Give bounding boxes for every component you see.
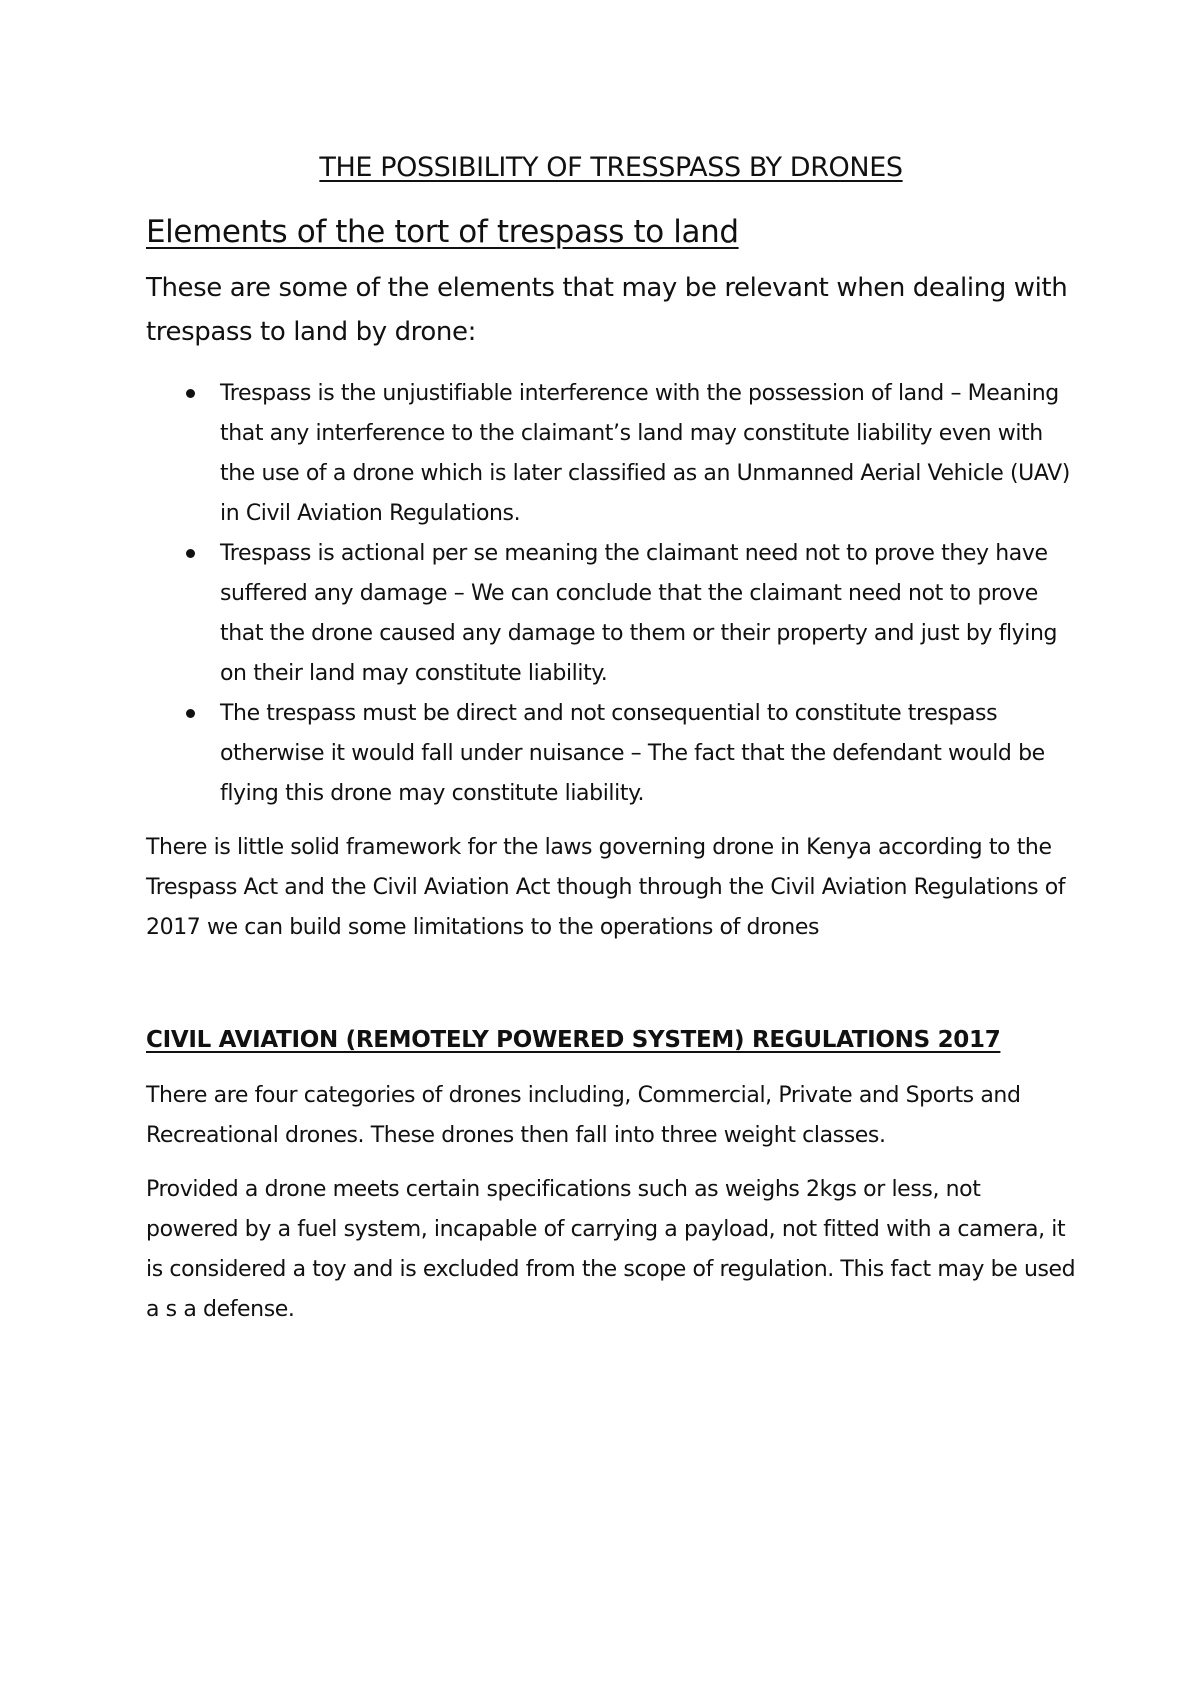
section-heading-elements: Elements of the tort of trespass to land (146, 214, 739, 250)
regulations-paragraph-categories: There are four categories of drones including, Commercial, Private and Sports and Recreational drones. These drones then fall into three weight classes. (146, 1083, 1021, 1148)
section-heading-regulations: CIVIL AVIATION (REMOTELY POWERED SYSTEM) REGULATIONS 2017 (146, 1027, 1001, 1053)
list-item-text: Trespass is actional per se meaning the claimant need not to prove they have suffered any damage – We can conclude that the claimant need not to prove that the drone caused any damage to them or their property and just by flying on their land may constitute liability. (220, 541, 1058, 686)
bullet-icon (186, 549, 195, 558)
document-body (146, 148, 1076, 1344)
list-item (146, 694, 1076, 814)
bullet-icon (186, 709, 195, 718)
list-item-text: Trespass is the unjustifiable interference with the possession of land – Meaning that any interference to the claimant’s land may constitute liability even with the use of a drone which is later classified as an Unmanned Aerial Vehicle (UAV) in Civil Aviation Regulations. (220, 381, 1070, 526)
list-item-text: The trespass must be direct and not consequential to constitute trespass otherwise it would fall under nuisance – The fact that the defendant would be flying this drone may constitute liability. (220, 701, 1045, 806)
closing-paragraph: There is little solid framework for the laws governing drone in Kenya according to the Trespass Act and the Civil Aviation Act though through the Civil Aviation Regulations of 2017 we can build some limitations to the operations of drones (146, 835, 1066, 940)
elements-bullet-list (146, 374, 1076, 814)
intro-paragraph: These are some of the elements that may be relevant when dealing with trespass to land by drone: (146, 273, 1068, 347)
document-title: THE POSSIBILITY OF TRESSPASS BY DRONES (319, 152, 903, 183)
spacer (146, 962, 1076, 1020)
list-item (146, 534, 1076, 694)
bullet-icon (186, 389, 195, 398)
regulations-paragraph-toy-exclusion: Provided a drone meets certain specifications such as weighs 2kgs or less, not powered by a fuel system, incapable of carrying a payload, not fitted with a camera, it is considered a toy and is excluded from the scope of regulation. This fact may be used a s a defense. (146, 1177, 1076, 1322)
list-item (146, 374, 1076, 534)
